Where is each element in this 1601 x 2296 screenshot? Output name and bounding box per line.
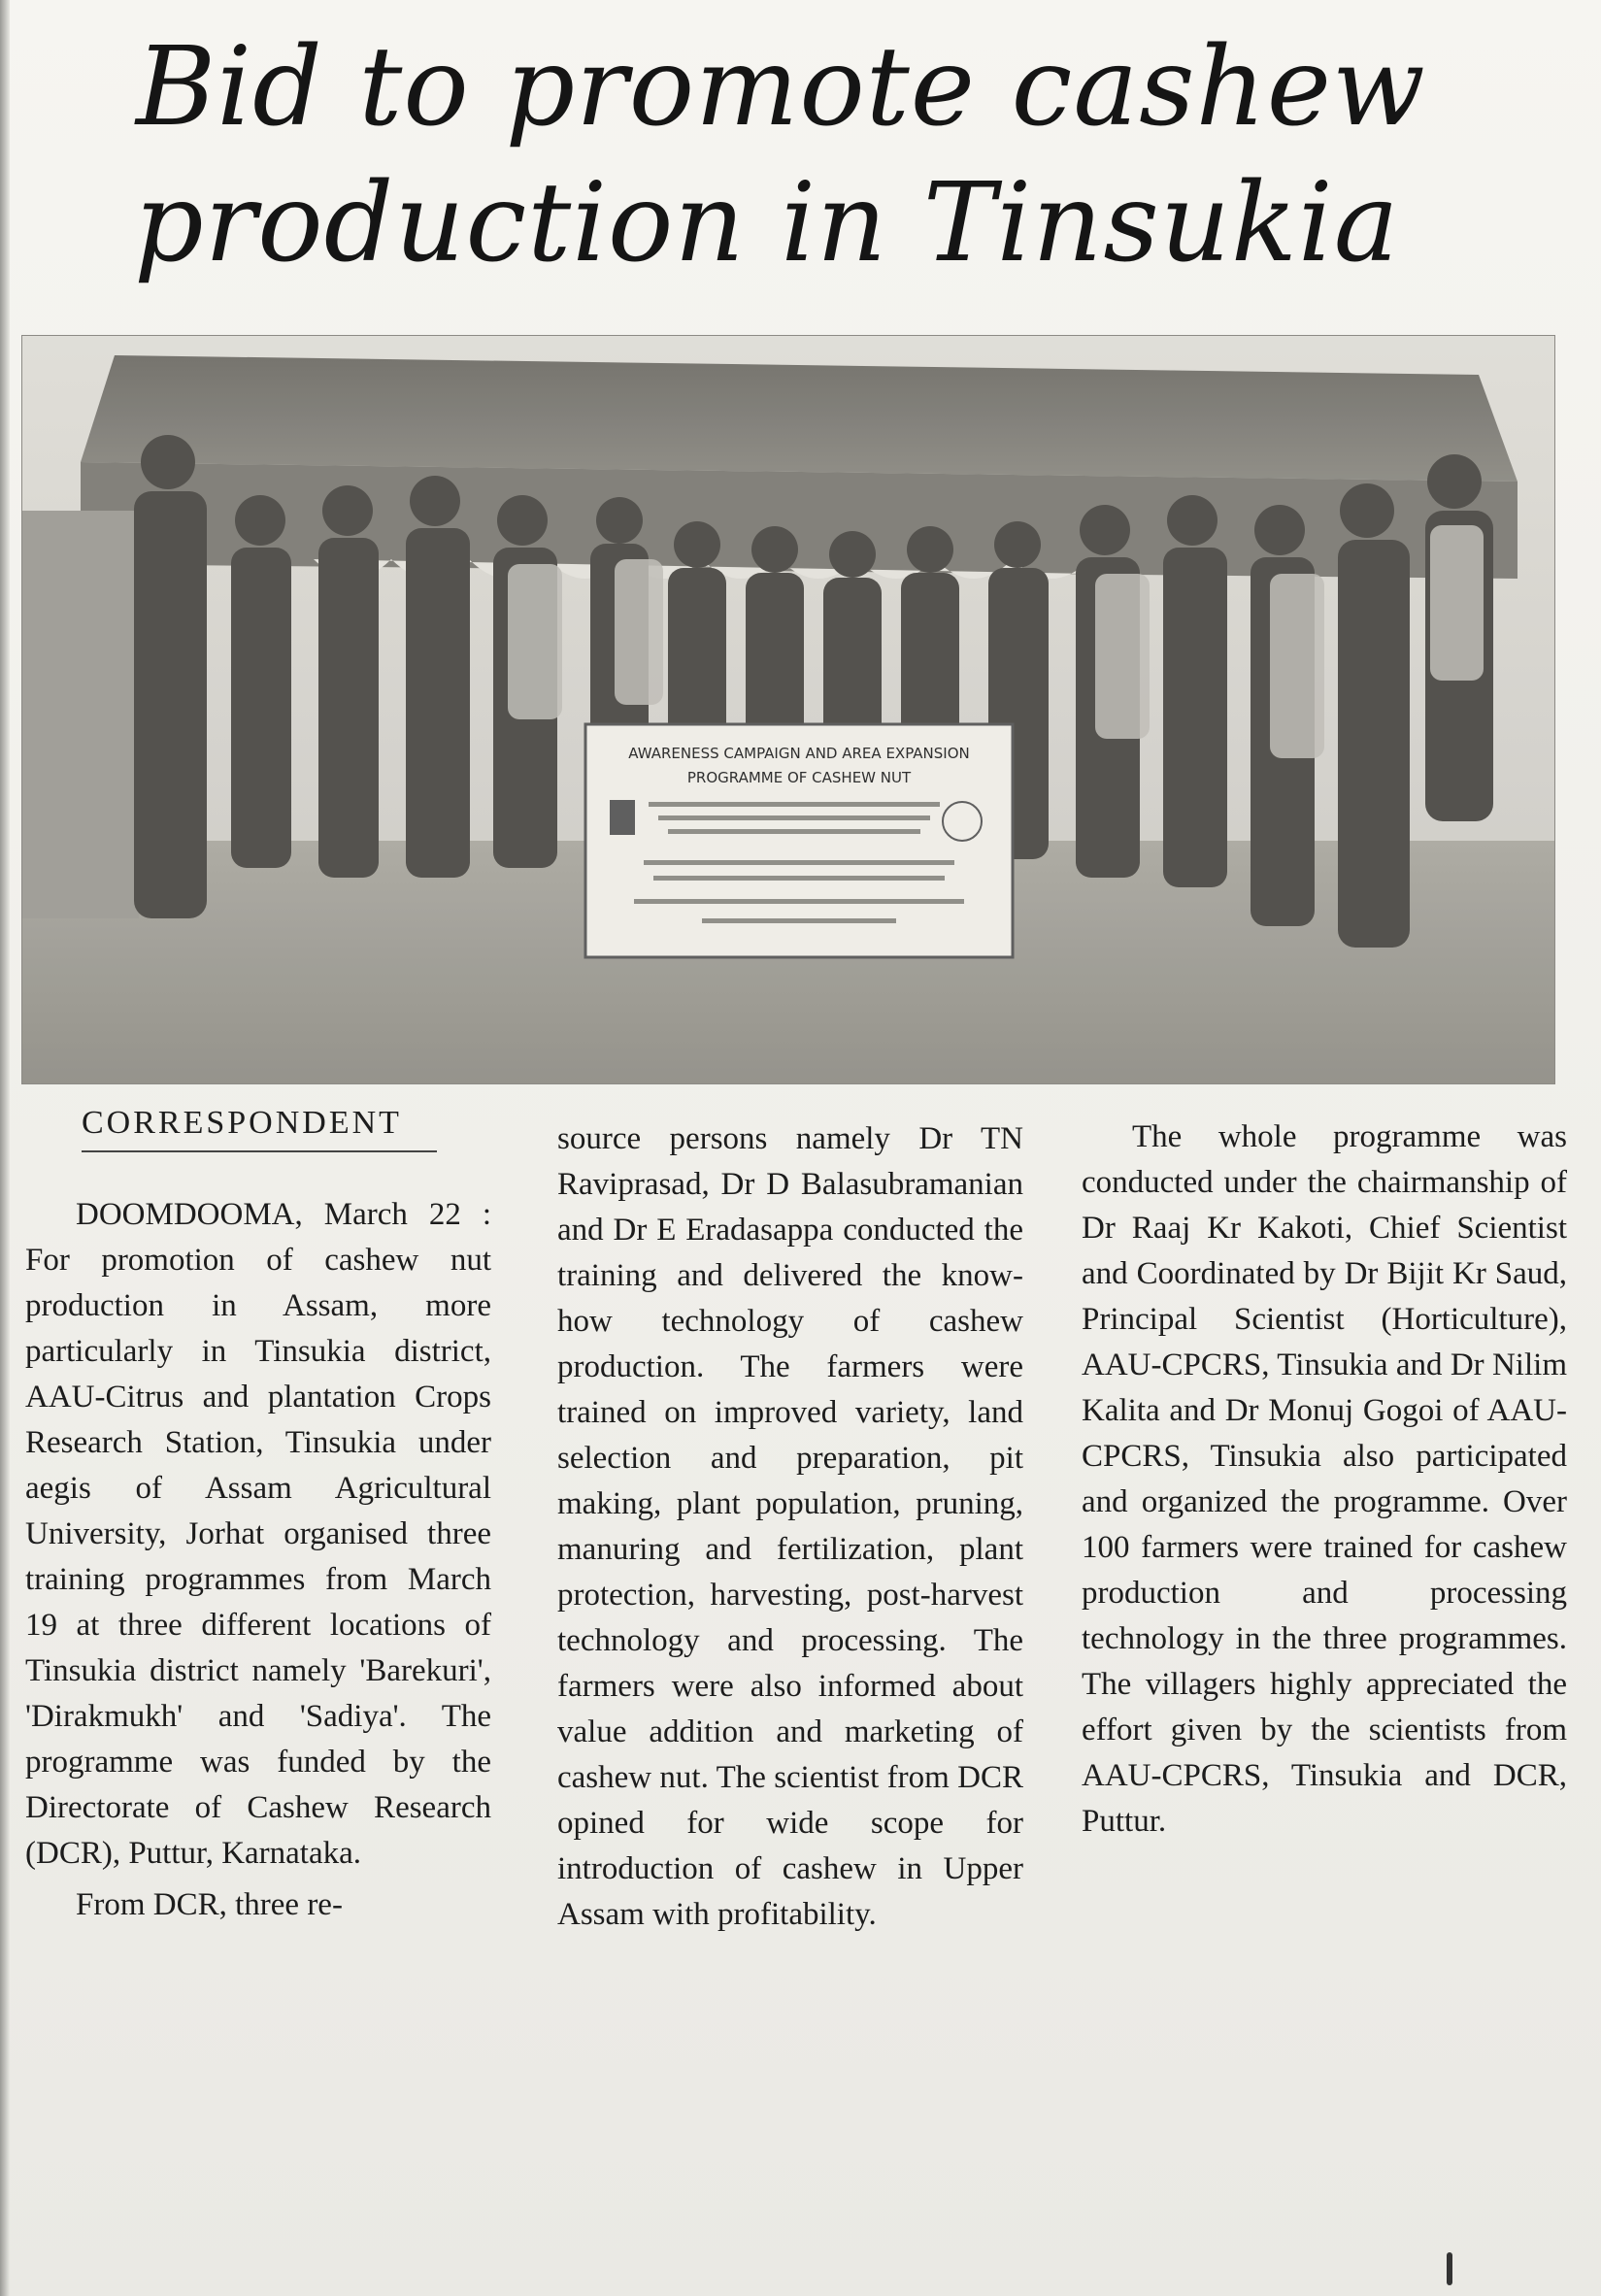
- headline-line-2: production in Tinsukia: [134, 160, 1400, 286]
- banner-line-1: AWARENESS CAMPAIGN AND AREA EXPANSION: [628, 745, 970, 762]
- headline: [136, 19, 1476, 291]
- byline-rule: [82, 1150, 437, 1152]
- paragraph-3: The whole programme was conducted under the chairmanship of Dr Raaj Kr Kakoti, Chief Scientist and Coordinated by Dr Bijit Kr Saud, Principal Scientist (Horticulture), AAU-CPCRS, Tinsukia and Dr Nilim Kalita and Dr Monuj Gogoi of AAU-CPCRS, Tinsukia also participated and organized the programme. Over 100 farmers were trained for cashew production and processing technology in the three programmes. The villagers highly appreciated the effort given by the scientists from AAU-CPCRS, Tinsukia and DCR, Puttur.: [1082, 1119, 1567, 1839]
- headline-line-1: Bid to promote cashew: [136, 24, 1426, 150]
- ink-mark: [1447, 2252, 1452, 2285]
- byline: CORRESPONDENT: [82, 1105, 402, 1141]
- paragraph-2-continued: source persons namely Dr TN Raviprasad, Dr D Balasubramanian and Dr E Eradasappa conducted the training and delivered the know-how technology of cashew production. The farmers were trained on improved variety, land selection and preparation, pit making, plant population, pruning, manuring and fertilization, plant protection, harvesting, post-harvest technology and processing. The farmers were also informed about value addition and marketing of cashew nut. The scientist from DCR opined for wide scope for introduction of cashew in Upper Assam with profitability.: [557, 1121, 1023, 1932]
- banner-line-2: PROGRAMME OF CASHEW NUT: [686, 769, 912, 786]
- column-2: [557, 1116, 1023, 1938]
- paragraph-2-start: From DCR, three re-: [76, 1887, 343, 1922]
- group-photo: [21, 335, 1555, 1084]
- column-1: [25, 1192, 491, 1928]
- paragraph-1: DOOMDOOMA, March 22 : For promotion of cashew nut production in Assam, more particularly in Tinsukia district, AAU-Citrus and plantation Crops Research Station, Tinsukia under aegis of Assam Agricultural University, Jorhat organised three training programmes from March 19 at three different locations of Tinsukia district namely 'Barekuri', 'Dirakmukh' and 'Sadiya'. The programme was funded by the Directorate of Cashew Research (DCR), Puttur, Karnataka.: [25, 1197, 491, 1871]
- paper-edge-shadow: [0, 0, 10, 2296]
- column-3: [1082, 1115, 1567, 1845]
